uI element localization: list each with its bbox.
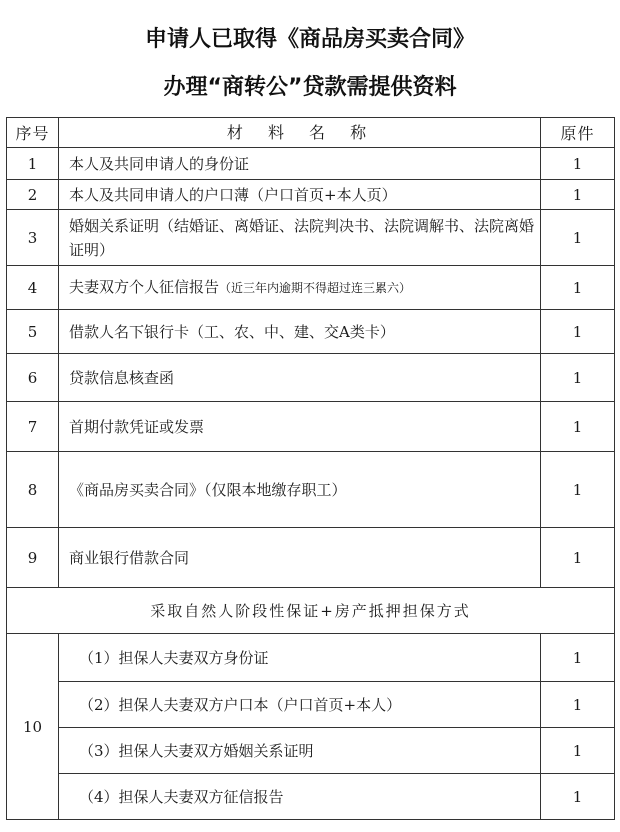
row-count: 1 bbox=[541, 148, 615, 180]
document-title-line2: 办理“商转公”贷款需提供资料 bbox=[163, 75, 457, 100]
row-num: 9 bbox=[7, 528, 59, 588]
row-num: 1 bbox=[7, 148, 59, 180]
table-row bbox=[7, 266, 615, 310]
table-row bbox=[7, 528, 615, 588]
table-row bbox=[7, 210, 615, 266]
row-name: 首期付款凭证或发票 bbox=[59, 402, 541, 452]
guarantee-section-row bbox=[7, 588, 615, 634]
header-name: 材 料 名 称 bbox=[59, 118, 541, 148]
row-name: 借款人名下银行卡（工、农、中、建、交A类卡） bbox=[59, 310, 541, 354]
table-row bbox=[7, 452, 615, 528]
guarantee-item-count: 1 bbox=[541, 682, 615, 728]
row-num: 2 bbox=[7, 180, 59, 210]
row-count: 1 bbox=[541, 180, 615, 210]
row-name: 商业银行借款合同 bbox=[59, 528, 541, 588]
row-count: 1 bbox=[541, 452, 615, 528]
header-count: 原件 bbox=[541, 118, 615, 148]
materials-table bbox=[6, 117, 615, 820]
table-row bbox=[7, 728, 615, 774]
guarantee-item-count: 1 bbox=[541, 634, 615, 682]
row-num: 5 bbox=[7, 310, 59, 354]
row-name: 本人及共同申请人的户口薄（户口首页+本人页） bbox=[59, 180, 541, 210]
guarantee-section-header: 采取自然人阶段性保证+房产抵押担保方式 bbox=[7, 588, 615, 634]
row-count: 1 bbox=[541, 310, 615, 354]
guarantee-item: （3）担保人夫妻双方婚姻关系证明 bbox=[59, 728, 541, 774]
table-row bbox=[7, 310, 615, 354]
table-row bbox=[7, 354, 615, 402]
table-row bbox=[7, 682, 615, 728]
row-count: 1 bbox=[541, 402, 615, 452]
table-row bbox=[7, 774, 615, 820]
row-num: 6 bbox=[7, 354, 59, 402]
row-name: 婚姻关系证明（结婚证、离婚证、法院判决书、法院调解书、法院离婚证明） bbox=[59, 210, 541, 266]
row-num: 8 bbox=[7, 452, 59, 528]
guarantee-item: （4）担保人夫妻双方征信报告 bbox=[59, 774, 541, 820]
row-num: 4 bbox=[7, 266, 59, 310]
guarantee-item: （2）担保人夫妻双方户口本（户口首页+本人） bbox=[59, 682, 541, 728]
row-name bbox=[59, 266, 541, 310]
header-num: 序号 bbox=[7, 118, 59, 148]
table-row bbox=[7, 402, 615, 452]
row-count: 1 bbox=[541, 528, 615, 588]
row-name-main: 夫妻双方个人征信报告 bbox=[69, 278, 220, 296]
row-name: 贷款信息核查函 bbox=[59, 354, 541, 402]
row-count: 1 bbox=[541, 266, 615, 310]
table-header-row bbox=[7, 118, 615, 148]
row-count: 1 bbox=[541, 354, 615, 402]
table-row bbox=[7, 180, 615, 210]
guarantee-item-count: 1 bbox=[541, 774, 615, 820]
row-name: 《商品房买卖合同》（仅限本地缴存职工） bbox=[59, 452, 541, 528]
document-title-line1: 申请人已取得《商品房买卖合同》 bbox=[144, 27, 475, 52]
table-row bbox=[7, 148, 615, 180]
table-row bbox=[7, 634, 615, 682]
row-count: 1 bbox=[541, 210, 615, 266]
row-num: 7 bbox=[7, 402, 59, 452]
row-num: 3 bbox=[7, 210, 59, 266]
row-name-note: （近三年内逾期不得超过连三累六） bbox=[219, 281, 412, 295]
guarantee-num: 10 bbox=[7, 634, 59, 820]
row-name: 本人及共同申请人的身份证 bbox=[59, 148, 541, 180]
guarantee-item-count: 1 bbox=[541, 728, 615, 774]
guarantee-item: （1）担保人夫妻双方身份证 bbox=[59, 634, 541, 682]
